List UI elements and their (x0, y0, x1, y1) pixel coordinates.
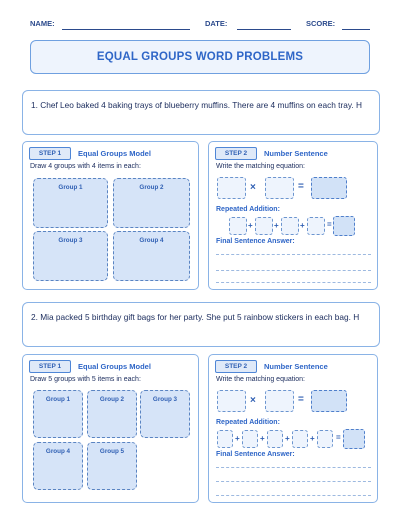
problem-1-text-box (22, 90, 380, 135)
equation-instruction: Write the matching equation: (216, 163, 305, 170)
addend-input[interactable] (242, 430, 258, 448)
addend-input[interactable] (267, 430, 283, 448)
group-label: Group 1 (45, 396, 71, 403)
addend-input[interactable] (292, 430, 308, 448)
equation-instruction: Write the matching equation: (216, 376, 305, 383)
addend-input[interactable] (255, 217, 273, 235)
page-title: EQUAL GROUPS WORD PROBLEMS (96, 51, 304, 63)
plus-sign: + (285, 434, 290, 443)
problem-2-step2-panel (208, 354, 378, 503)
plus-sign: + (235, 434, 240, 443)
problem-1-step2-panel (208, 141, 378, 290)
group-box[interactable] (33, 442, 83, 490)
final-answer-label: Final Sentence Answer: (216, 451, 295, 458)
step1-badge: STEP 1 (29, 147, 71, 160)
groups-instruction: Draw 4 groups with 4 items in each: (30, 163, 141, 170)
group-label: Group 3 (152, 396, 178, 403)
final-answer-label: Final Sentence Answer: (216, 238, 295, 245)
groups-instruction: Draw 5 groups with 5 items in each: (30, 376, 141, 383)
group-label: Group 3 (58, 237, 83, 244)
product-input[interactable] (311, 177, 347, 199)
group-box[interactable] (140, 390, 190, 438)
group-label: Group 4 (139, 237, 164, 244)
problem-1-step1-panel (22, 141, 199, 290)
problem-2-text-box (22, 302, 380, 347)
group-box[interactable] (113, 178, 190, 228)
equals-sign: = (298, 394, 304, 405)
problem-2-text: 2. Mia packed 5 birthday gift bags for her party. She put 5 rainbow stickers in each bag. H (31, 312, 360, 322)
product-input[interactable] (311, 390, 347, 412)
score-line[interactable] (342, 29, 370, 30)
step2-title: Number Sentence (264, 149, 328, 158)
equals-sign: = (327, 220, 332, 229)
sum-input[interactable] (333, 216, 355, 236)
group-box[interactable] (87, 390, 137, 438)
step1-title: Equal Groups Model (78, 149, 151, 158)
answer-line[interactable] (216, 270, 371, 271)
equals-sign: = (298, 181, 304, 192)
answer-line[interactable] (216, 282, 371, 283)
answer-line[interactable] (216, 495, 371, 496)
group-box[interactable] (87, 442, 137, 490)
group-label: Group 5 (99, 448, 125, 455)
problem-2-step1-panel (22, 354, 199, 503)
plus-sign: + (248, 221, 253, 230)
factor-input[interactable] (217, 390, 246, 412)
name-label: NAME: (30, 19, 55, 28)
step1-title: Equal Groups Model (78, 362, 151, 371)
plus-sign: + (260, 434, 265, 443)
plus-sign: + (300, 221, 305, 230)
answer-line[interactable] (216, 254, 371, 255)
sum-input[interactable] (343, 429, 365, 449)
worksheet-header (30, 16, 370, 32)
addend-input[interactable] (281, 217, 299, 235)
factor-input[interactable] (265, 390, 294, 412)
name-line[interactable] (62, 29, 190, 30)
answer-line[interactable] (216, 467, 371, 468)
addend-input[interactable] (307, 217, 325, 235)
equals-sign: = (336, 433, 341, 442)
step2-badge: STEP 2 (215, 360, 257, 373)
group-label: Group 2 (139, 184, 164, 191)
title-banner (30, 40, 370, 74)
date-label: DATE: (205, 19, 228, 28)
answer-line[interactable] (216, 481, 371, 482)
addend-input[interactable] (229, 217, 247, 235)
group-label: Group 2 (99, 396, 125, 403)
step2-badge: STEP 2 (215, 147, 257, 160)
group-box[interactable] (33, 178, 108, 228)
group-label: Group 4 (45, 448, 71, 455)
group-label: Group 1 (58, 184, 83, 191)
score-label: SCORE: (306, 19, 336, 28)
repeated-addition-label: Repeated Addition: (216, 206, 280, 213)
times-sign: × (250, 182, 256, 193)
addend-input[interactable] (317, 430, 333, 448)
factor-input[interactable] (217, 177, 246, 199)
repeated-addition-label: Repeated Addition: (216, 419, 280, 426)
group-box[interactable] (113, 231, 190, 281)
step2-title: Number Sentence (264, 362, 328, 371)
problem-1-text: 1. Chef Leo baked 4 baking trays of blueberry muffins. There are 4 muffins on each tray. H (31, 100, 362, 110)
times-sign: × (250, 395, 256, 406)
group-box[interactable] (33, 231, 108, 281)
date-line[interactable] (237, 29, 291, 30)
addend-input[interactable] (217, 430, 233, 448)
group-box[interactable] (33, 390, 83, 438)
step1-badge: STEP 1 (29, 360, 71, 373)
factor-input[interactable] (265, 177, 294, 199)
plus-sign: + (274, 221, 279, 230)
plus-sign: + (310, 434, 315, 443)
